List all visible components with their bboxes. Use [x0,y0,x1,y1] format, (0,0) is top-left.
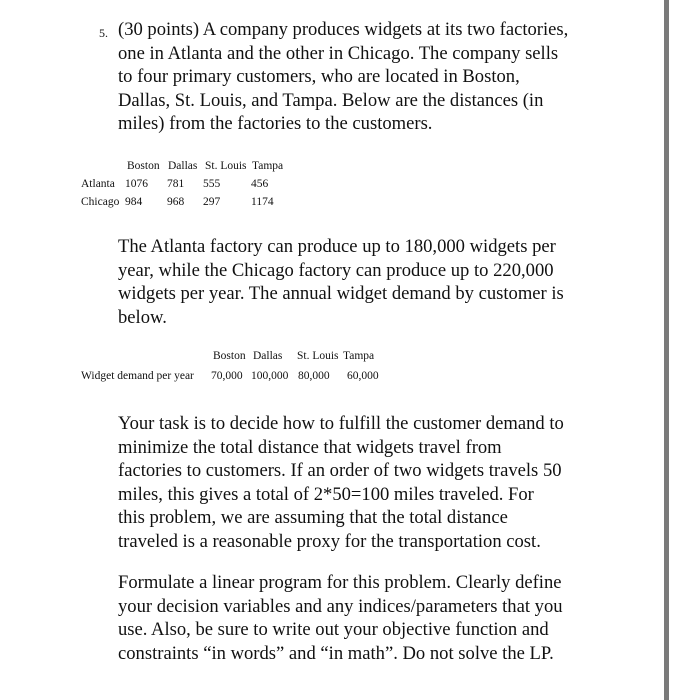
distance-cell: 555 [203,178,221,190]
task-line: factories to customers. If an order of two widgets travels 50 [118,460,562,482]
intro-line: miles) from the factories to the customers. [118,113,433,135]
distance-cell: 456 [251,178,269,190]
distance-header-st-louis: St. Louis [205,160,247,172]
formulate-line: Formulate a linear program for this problem. Clearly define [118,572,562,593]
distance-cell: 1076 [125,178,148,190]
distance-header-tampa: Tampa [252,160,284,172]
task-line: miles, this gives a total of 2*50=100 miles traveled. For [118,483,534,505]
formulate-line: your decision variables and any indices/parameters that you [118,595,563,617]
distance-row-label-atlanta: Atlanta [81,178,115,190]
distance-cell: 968 [167,196,185,208]
page-right-border [664,0,669,700]
capacity-paragraph [118,235,663,329]
distance-row-label-chicago: Chicago [81,196,120,208]
demand-header-tampa: Tampa [343,350,375,362]
distance-cell: 984 [125,196,143,208]
demand-header-st-louis: St. Louis [297,350,339,362]
task-line: traveled is a reasonable proxy for the transportation cost. [118,530,541,552]
capacity-line: widgets per year. The annual widget demand by customer is [118,283,564,305]
distance-header-dallas: Dallas [168,160,198,172]
task-line: minimize the total distance that widgets travel from [118,436,502,458]
distance-header-boston: Boston [127,160,160,172]
intro-line: (30 points) A company produces widgets at its two factories, [118,19,569,40]
intro-line: one in Atlanta and the other in Chicago. The company sells [118,42,559,64]
formulate-paragraph [118,571,663,665]
capacity-line: year, while the Chicago factory can produce up to 220,000 [118,259,554,281]
demand-cell: 60,000 [347,370,379,382]
task-line: Your task is to decide how to fulfill the customer demand to [118,413,564,434]
demand-header-dallas: Dallas [253,350,283,362]
capacity-line: below. [118,306,167,328]
demand-row-label: Widget demand per year [81,370,194,382]
intro-line: Dallas, St. Louis, and Tampa. Below are the distances (in [118,89,544,111]
formulate-line: constraints “in words” and “in math”. Do not solve the LP. [118,642,554,664]
distance-cell: 297 [203,196,221,208]
demand-cell: 80,000 [298,370,330,382]
task-paragraph [118,412,663,554]
intro-line: to four primary customers, who are located in Boston, [118,66,520,88]
question-number: 5. [99,26,108,40]
demand-cell: 100,000 [251,370,289,382]
demand-header-boston: Boston [213,350,246,362]
task-line: this problem, we are assuming that the total distance [118,507,508,529]
demand-cell: 70,000 [211,370,243,382]
formulate-line: use. Also, be sure to write out your objective function and [118,619,549,641]
distance-cell: 781 [167,178,185,190]
intro-paragraph [118,18,658,136]
distance-cell: 1174 [251,196,274,208]
capacity-line: The Atlanta factory can produce up to 180,000 widgets per [118,236,556,257]
